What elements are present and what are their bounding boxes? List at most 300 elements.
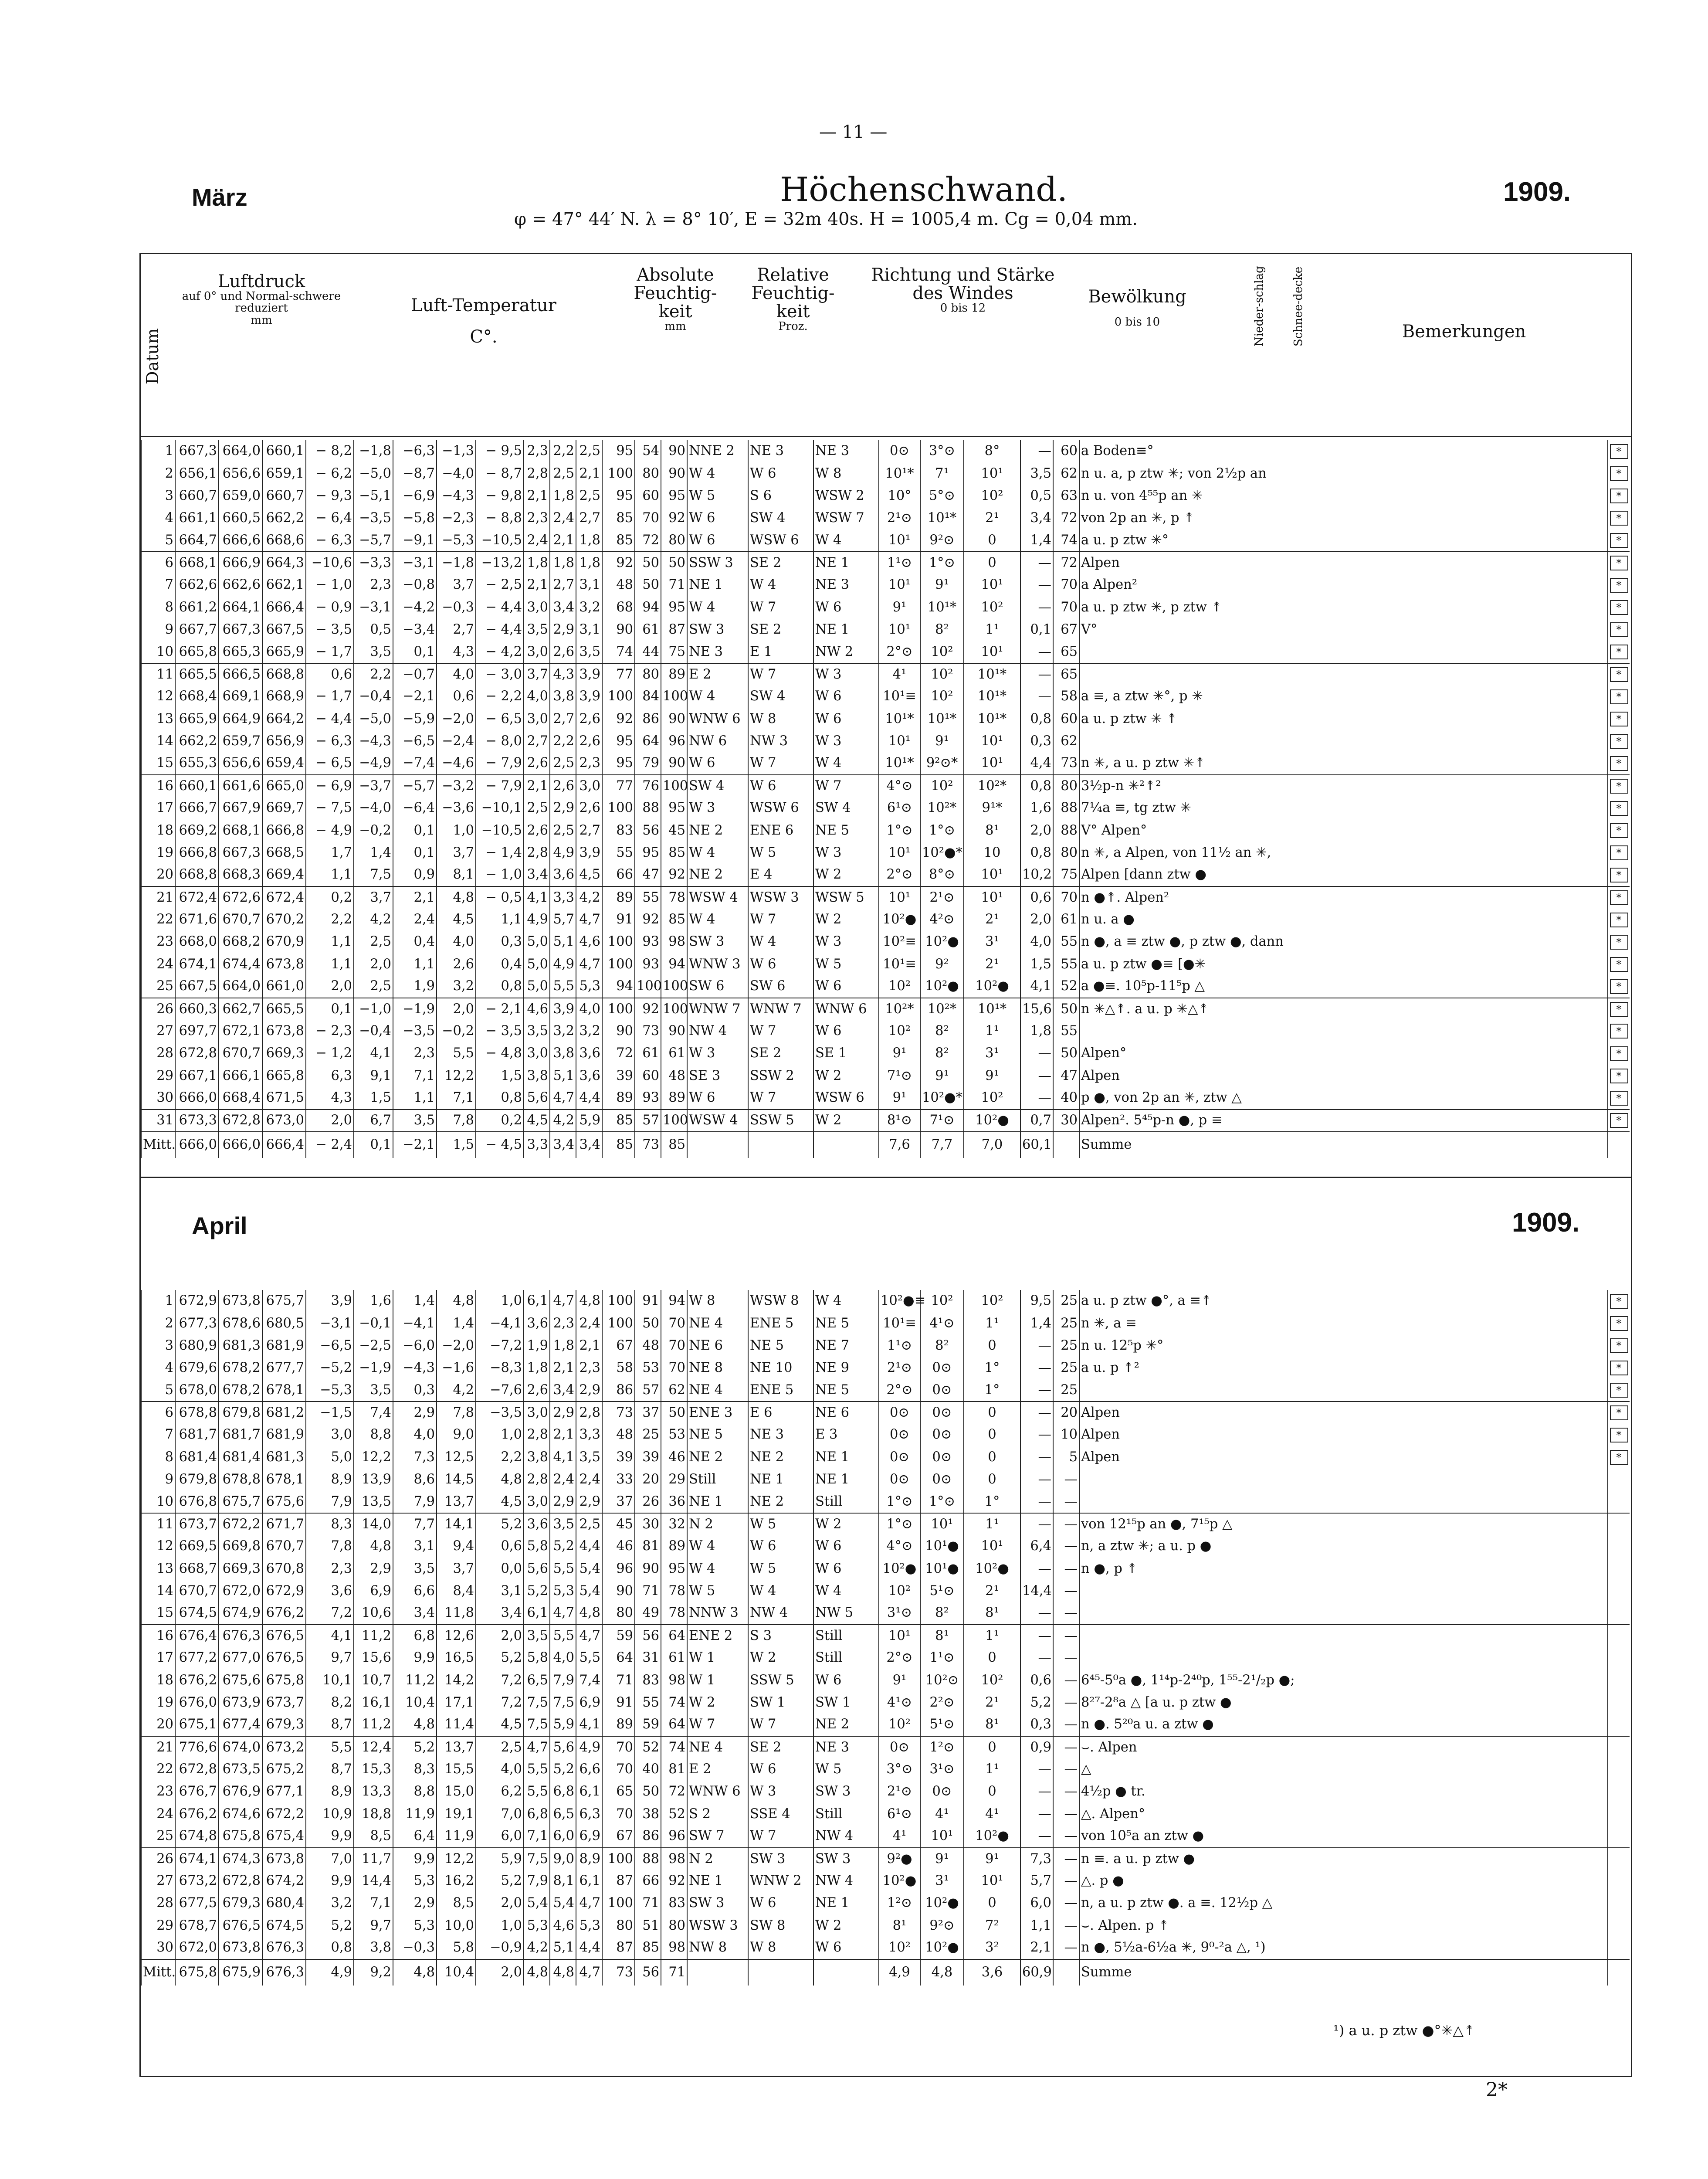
table-cell: 60	[1053, 708, 1079, 730]
table-cell: 5,2	[476, 1513, 524, 1535]
table-cell: 7,1	[393, 1065, 437, 1087]
table-cell: 10¹*	[879, 708, 920, 730]
table-cell: NE 3	[748, 440, 813, 462]
table-cell: 3,7	[437, 842, 476, 864]
table-cell: − 6,5	[476, 708, 524, 730]
table-cell: −3,5	[393, 1020, 437, 1042]
table-row	[141, 1826, 1630, 1848]
table-row	[141, 1469, 1630, 1491]
table-cell: 0,1	[393, 842, 437, 864]
table-cell: 80	[602, 1602, 635, 1625]
table-cell: 7,2	[476, 1691, 524, 1714]
table-cell: 45	[602, 1513, 635, 1535]
table-cell: WNW 6	[813, 998, 879, 1020]
table-cell: 55	[1053, 1020, 1079, 1042]
table-cell: 10²	[879, 976, 920, 998]
table-cell: 5,8	[524, 1535, 550, 1558]
table-cell: 89	[602, 1714, 635, 1736]
table-cell: 3,4	[550, 1379, 576, 1402]
table-cell: 2,1	[576, 462, 602, 485]
table-cell: 0,6	[1020, 1669, 1053, 1691]
table-cell: 669,3	[219, 1558, 262, 1580]
table-cell: SSW 2	[748, 1065, 813, 1087]
table-cell: 4,2	[550, 1110, 576, 1132]
table-cell: 9²	[920, 953, 964, 975]
table-cell: −4,3	[437, 485, 476, 507]
table-cell: —	[1053, 1691, 1079, 1714]
table-cell: 2¹	[964, 1580, 1020, 1602]
table-cell: 0,1	[393, 819, 437, 842]
table-cell: W 3	[813, 931, 879, 953]
table-cell: 10²●	[920, 976, 964, 998]
table-cell: NE 2	[813, 1714, 879, 1736]
table-cell: 676,3	[219, 1625, 262, 1647]
table-cell: 1,1	[306, 953, 354, 975]
table-cell: − 9,5	[476, 440, 524, 462]
table-cell: 665,3	[219, 641, 262, 663]
table-cell: 0⊙	[920, 1402, 964, 1424]
table-cell: 10²●	[964, 1558, 1020, 1580]
table-cell: 5,1	[550, 1937, 576, 1959]
table-row	[141, 1491, 1630, 1513]
table-cell: SE 1	[813, 1042, 879, 1065]
table-cell: 677,2	[175, 1647, 219, 1669]
table-cell: W 7	[748, 1714, 813, 1736]
table-cell: 89	[602, 1087, 635, 1109]
table-cell: 5,7	[550, 909, 576, 931]
table-cell: WSW 5	[813, 886, 879, 909]
table-cell: 7,5	[524, 1691, 550, 1714]
table-cell: − 2,2	[476, 686, 524, 708]
table-cell: 678,1	[262, 1469, 306, 1491]
table-cell: 776,6	[175, 1736, 219, 1758]
table-cell: 4¹	[879, 1826, 920, 1848]
table-cell: 0,1	[1020, 619, 1053, 641]
table-cell: 86	[635, 1826, 661, 1848]
table-cell: 6,4	[393, 1826, 437, 1848]
table-cell: 98	[661, 1848, 687, 1870]
table-cell: 5,5	[437, 1042, 476, 1065]
table-cell: 2,6	[576, 708, 602, 730]
table-cell: 77	[602, 663, 635, 686]
table-cell: —	[1053, 1937, 1079, 1959]
table-cell: 4¹	[964, 1803, 1020, 1825]
table-cell: 4,1	[524, 886, 550, 909]
table-cell: 5,2	[550, 1535, 576, 1558]
table-cell: 1,0	[476, 1914, 524, 1937]
table-cell: 90	[602, 619, 635, 641]
table-cell: a Alpen²	[1079, 574, 1608, 596]
table-cell: 4,5	[437, 909, 476, 931]
table-cell: 4,3	[306, 1087, 354, 1109]
table-cell: 4,8	[576, 1290, 602, 1312]
table-cell: n ✳△↟. a u. p ✳△↟	[1079, 998, 1608, 1020]
table-cell: 3,2	[576, 1020, 602, 1042]
table-cell: 4,1	[576, 1714, 602, 1736]
table-cell: 76	[635, 775, 661, 797]
table-cell: 7,9	[306, 1491, 354, 1513]
table-cell: 2¹⊙	[879, 507, 920, 529]
table-cell: 1,4	[393, 1290, 437, 1312]
table-cell	[1079, 1020, 1608, 1042]
table-cell: 89	[661, 663, 687, 686]
table-cell: −8,7	[393, 462, 437, 485]
table-cell: 81	[661, 1758, 687, 1781]
table-cell: E 2	[687, 1758, 748, 1781]
table-cell: − 6,5	[306, 753, 354, 775]
table-cell: 80	[1053, 842, 1079, 864]
table-cell: 15,6	[354, 1647, 393, 1669]
table-cell: 3,0	[576, 775, 602, 797]
table-cell	[1608, 1826, 1630, 1848]
table-cell: —	[1053, 1781, 1079, 1803]
table-cell: 53	[661, 1424, 687, 1446]
table-cell: —	[1020, 663, 1053, 686]
table-cell: 4²⊙	[920, 909, 964, 931]
table-cell: 4,6	[550, 1914, 576, 1937]
table-cell: 2,4	[576, 1312, 602, 1334]
header-abs-feucht: Absolute Feuchtig-keit mm	[634, 265, 717, 333]
table-cell: 3,5	[354, 1379, 393, 1402]
table-cell: NE 8	[687, 1357, 748, 1379]
table-cell: W 7	[813, 775, 879, 797]
table-cell: SW 7	[687, 1826, 748, 1848]
table-cell: − 8,0	[476, 730, 524, 752]
table-cell: WSW 7	[813, 507, 879, 529]
table-cell: WSW 6	[813, 1087, 879, 1109]
table-cell: SW 3	[687, 931, 748, 953]
table-cell: 659,1	[262, 462, 306, 485]
table-cell: 3,5	[576, 641, 602, 663]
table-cell: 3¹⊙	[920, 1758, 964, 1781]
table-cell: 9,5	[1020, 1290, 1053, 1312]
table-cell	[1608, 1892, 1630, 1914]
table-row	[141, 663, 1630, 686]
header-bewoelkung: Bewölkung 0 bis 10	[1088, 287, 1186, 329]
table-cell: W 5	[687, 485, 748, 507]
table-cell: 1,6	[354, 1290, 393, 1312]
table-cell: 24	[141, 1803, 175, 1825]
table-cell: —	[1020, 1424, 1053, 1446]
table-cell: 6,1	[524, 1602, 550, 1625]
table-cell: WSW 6	[748, 797, 813, 819]
table-cell: 15,3	[354, 1758, 393, 1781]
table-cell: 661,2	[175, 596, 219, 618]
table-cell: 5,0	[524, 931, 550, 953]
table-cell: 10¹*	[879, 462, 920, 485]
table-cell: 100	[602, 1892, 635, 1914]
table-cell: 2,5	[550, 462, 576, 485]
table-cell: NW 4	[813, 1826, 879, 1848]
table-cell: 4,7	[550, 1290, 576, 1312]
table-cell: 5,4	[550, 1892, 576, 1914]
table-cell: 2,0	[437, 998, 476, 1020]
table-cell: *	[1608, 1065, 1630, 1087]
table-cell: −0,8	[393, 574, 437, 596]
table-cell: 8,7	[306, 1758, 354, 1781]
table-cell: 6,8	[393, 1625, 437, 1647]
table-cell: 6,9	[354, 1580, 393, 1602]
table-cell: 2,9	[550, 797, 576, 819]
header-datum: Datum	[143, 328, 162, 384]
table-row	[141, 1020, 1630, 1042]
table-cell: 15,6	[1020, 998, 1053, 1020]
header-wind: Richtung und Stärke des Windes 0 bis 12	[871, 265, 1055, 315]
table-cell: − 4,4	[306, 708, 354, 730]
table-cell: 13,7	[437, 1736, 476, 1758]
table-cell: 3²	[964, 1937, 1020, 1959]
table-cell: 1,8	[576, 552, 602, 574]
table-cell: —	[1053, 1469, 1079, 1491]
table-cell: 675,4	[262, 1826, 306, 1848]
table-cell: 27	[141, 1020, 175, 1042]
table-cell: 665,5	[262, 998, 306, 1020]
mean-cell: 666,4	[262, 1132, 306, 1158]
table-cell: 22	[141, 1758, 175, 1781]
table-cell: W 7	[748, 1020, 813, 1042]
table-cell: ENE 5	[748, 1379, 813, 1402]
table-cell: 0,6	[476, 1535, 524, 1558]
table-cell: 1,4	[1020, 1312, 1053, 1334]
table-cell: *	[1608, 909, 1630, 931]
table-cell: 92	[661, 507, 687, 529]
table-cell: 3,6	[550, 864, 576, 886]
table-cell: 7,3	[1020, 1848, 1053, 1870]
table-cell: 6⁴⁵-5⁰a ●, 1¹⁴p-2⁴⁰p, 1⁵⁵-2¹/₂p ●;	[1079, 1669, 1608, 1691]
table-cell: 19	[141, 1691, 175, 1714]
table-cell: W 3	[687, 797, 748, 819]
table-cell: 8,3	[306, 1513, 354, 1535]
table-cell	[1608, 1602, 1630, 1625]
table-cell: 10¹	[964, 574, 1020, 596]
table-cell: W 4	[687, 686, 748, 708]
table-cell: 678,8	[175, 1402, 219, 1424]
table-cell: 2,6	[576, 730, 602, 752]
table-cell: − 6,3	[306, 529, 354, 552]
table-cell: 1,4	[354, 842, 393, 864]
table-cell: 666,4	[262, 596, 306, 618]
table-cell: *	[1608, 1087, 1630, 1109]
table-cell: a u. p ztw ●°, a ≡↟	[1079, 1290, 1608, 1312]
table-cell: 664,0	[219, 976, 262, 998]
table-cell: 4,2	[524, 1937, 550, 1959]
table-cell: 16	[141, 775, 175, 797]
table-cell: 3,0	[524, 708, 550, 730]
table-cell: *	[1608, 663, 1630, 686]
table-cell: NE 1	[813, 1446, 879, 1468]
table-cell: −10,1	[476, 797, 524, 819]
table-cell: 96	[602, 1558, 635, 1580]
table-cell: 9,9	[393, 1647, 437, 1669]
table-cell: 2,8	[524, 1469, 550, 1491]
table-cell: p ●, von 2p an ✳, ztw △	[1079, 1087, 1608, 1109]
table-cell: a u. p ztw ✳ ↟	[1079, 708, 1608, 730]
table-cell: 664,2	[262, 708, 306, 730]
table-cell: 3,2	[437, 976, 476, 998]
table-cell: 4½p ● tr.	[1079, 1781, 1608, 1803]
table-row	[141, 619, 1630, 641]
table-cell: NW 4	[813, 1870, 879, 1892]
table-cell: 656,1	[175, 462, 219, 485]
table-row	[141, 909, 1630, 931]
table-cell: 2	[141, 1312, 175, 1334]
table-cell: 62	[1053, 730, 1079, 752]
table-cell: 676,8	[175, 1491, 219, 1513]
table-cell: 9¹	[879, 596, 920, 618]
table-cell: 44	[635, 641, 661, 663]
table-cell: 0	[964, 1424, 1020, 1446]
table-cell: 660,7	[175, 485, 219, 507]
table-cell: 55	[635, 1691, 661, 1714]
table-cell: S 3	[748, 1625, 813, 1647]
table-cell: n, a u. p ztw ●. a ≡. 12½p △	[1079, 1892, 1608, 1914]
table-cell: −1,3	[437, 440, 476, 462]
table-cell: 11,2	[393, 1669, 437, 1691]
table-cell: 71	[635, 1580, 661, 1602]
footnote: ¹) a u. p ztw ●°✳△↟	[1333, 2022, 1475, 2039]
table-cell	[1608, 1736, 1630, 1758]
table-cell: SW 1	[813, 1691, 879, 1714]
table-cell: —	[1020, 641, 1053, 663]
table-cell: 78	[661, 886, 687, 909]
table-cell: n u. von 4⁵⁵p an ✳	[1079, 485, 1608, 507]
table-cell: 10¹	[879, 619, 920, 641]
table-cell: − 1,7	[306, 686, 354, 708]
table-cell: 93	[635, 953, 661, 975]
table-cell: 12,4	[354, 1736, 393, 1758]
mean-cell: Mitt.	[141, 1959, 175, 1986]
table-cell: 10²●	[964, 1826, 1020, 1848]
table-cell: 55	[635, 886, 661, 909]
table-cell: 6,8	[524, 1803, 550, 1825]
table-cell: 95	[602, 440, 635, 462]
table-cell: WSW 6	[748, 529, 813, 552]
table-cell: 1,5	[1020, 953, 1053, 975]
table-cell: 8,8	[354, 1424, 393, 1446]
table-cell: —	[1020, 596, 1053, 618]
table-cell: 84	[635, 686, 661, 708]
table-cell: −5,1	[354, 485, 393, 507]
table-cell: 0,8	[1020, 775, 1053, 797]
table-cell: NE 6	[687, 1334, 748, 1357]
table-cell: NE 2	[687, 864, 748, 886]
table-cell: 1°⊙	[920, 819, 964, 842]
table-cell: NE 1	[813, 1892, 879, 1914]
table-cell: —	[1053, 1625, 1079, 1647]
table-cell: 2,6	[524, 819, 550, 842]
table-cell: 3,6	[524, 1513, 550, 1535]
table-cell: 74	[661, 1736, 687, 1758]
table-cell: W 4	[687, 1558, 748, 1580]
table-cell: −1,9	[393, 998, 437, 1020]
table-cell: W 4	[687, 596, 748, 618]
table-cell: 1²⊙	[879, 1892, 920, 1914]
table-cell: 4¹	[879, 663, 920, 686]
table-cell	[1608, 1758, 1630, 1781]
table-cell: 89	[661, 1087, 687, 1109]
table-cell: 70	[1053, 596, 1079, 618]
table-cell: 2,7	[576, 507, 602, 529]
table-cell: WNW 3	[687, 953, 748, 975]
table-cell: E 3	[813, 1424, 879, 1446]
table-cell: NE 4	[687, 1736, 748, 1758]
table-cell: 668,1	[219, 819, 262, 842]
table-cell: 3¹	[964, 931, 1020, 953]
table-cell: 48	[635, 1334, 661, 1357]
table-cell: 20	[141, 864, 175, 886]
table-cell: 90	[661, 440, 687, 462]
table-cell: 661,6	[219, 775, 262, 797]
table-cell: W 4	[687, 462, 748, 485]
table-cell: W 4	[813, 1290, 879, 1312]
table-cell: 74	[1053, 529, 1079, 552]
table-cell: 662,6	[219, 574, 262, 596]
table-cell: 673,2	[175, 1870, 219, 1892]
table-cell: 1°⊙	[879, 1491, 920, 1513]
table-cell: 673,8	[219, 1290, 262, 1312]
table-cell: 3,6	[524, 1312, 550, 1334]
table-cell: 3,5	[524, 1020, 550, 1042]
table-cell: 0,8	[476, 976, 524, 998]
table-cell: 5,5	[550, 1625, 576, 1647]
table-cell: 660,1	[175, 775, 219, 797]
table-cell: a u. p ztw ✳, p ztw ↟	[1079, 596, 1608, 618]
mean-cell	[687, 1132, 748, 1158]
table-cell: 58	[1053, 686, 1079, 708]
table-cell: 67	[602, 1334, 635, 1357]
table-cell: 0	[964, 1402, 1020, 1424]
table-cell: 1,1	[1020, 1914, 1053, 1937]
table-cell: 8°	[964, 440, 1020, 462]
table-cell: 10¹*	[964, 663, 1020, 686]
table-cell: 2,1	[524, 574, 550, 596]
table-cell: 1°⊙	[920, 552, 964, 574]
table-cell: 75	[661, 641, 687, 663]
table-cell: 4	[141, 507, 175, 529]
table-cell: —	[1053, 1602, 1079, 1625]
table-cell: 666,8	[262, 819, 306, 842]
table-cell: −0,9	[476, 1937, 524, 1959]
table-cell: 55	[1053, 953, 1079, 975]
mean-cell: 3,3	[524, 1132, 550, 1158]
table-cell: *	[1608, 440, 1630, 462]
table-cell: 100	[602, 462, 635, 485]
table-row	[141, 529, 1630, 552]
table-cell: 3,9	[576, 686, 602, 708]
table-cell: 12,6	[437, 1625, 476, 1647]
table-cell: 666,1	[219, 1065, 262, 1087]
table-cell: 60	[1053, 440, 1079, 462]
table-cell: −5,9	[393, 708, 437, 730]
table-cell: 675,1	[175, 1714, 219, 1736]
table-cell: 681,3	[219, 1334, 262, 1357]
table-cell: 10²●	[879, 1558, 920, 1580]
table-cell: 2,7	[437, 619, 476, 641]
table-cell: 6,5	[524, 1669, 550, 1691]
table-cell: 100	[661, 1110, 687, 1132]
table-row	[141, 931, 1630, 953]
table-cell: 673,2	[262, 1736, 306, 1758]
table-cell: − 9,3	[306, 485, 354, 507]
table-cell: 12,2	[437, 1065, 476, 1087]
table-cell: n ●, 5½a-6½a ✳, 9⁰-²a △, ¹)	[1079, 1937, 1608, 1959]
table-cell: NE 1	[687, 1491, 748, 1513]
table-cell: 95	[602, 485, 635, 507]
table-cell: 62	[661, 1379, 687, 1402]
table-cell: 90	[602, 1580, 635, 1602]
table-row	[141, 1848, 1630, 1870]
table-cell: W 6	[748, 1758, 813, 1781]
